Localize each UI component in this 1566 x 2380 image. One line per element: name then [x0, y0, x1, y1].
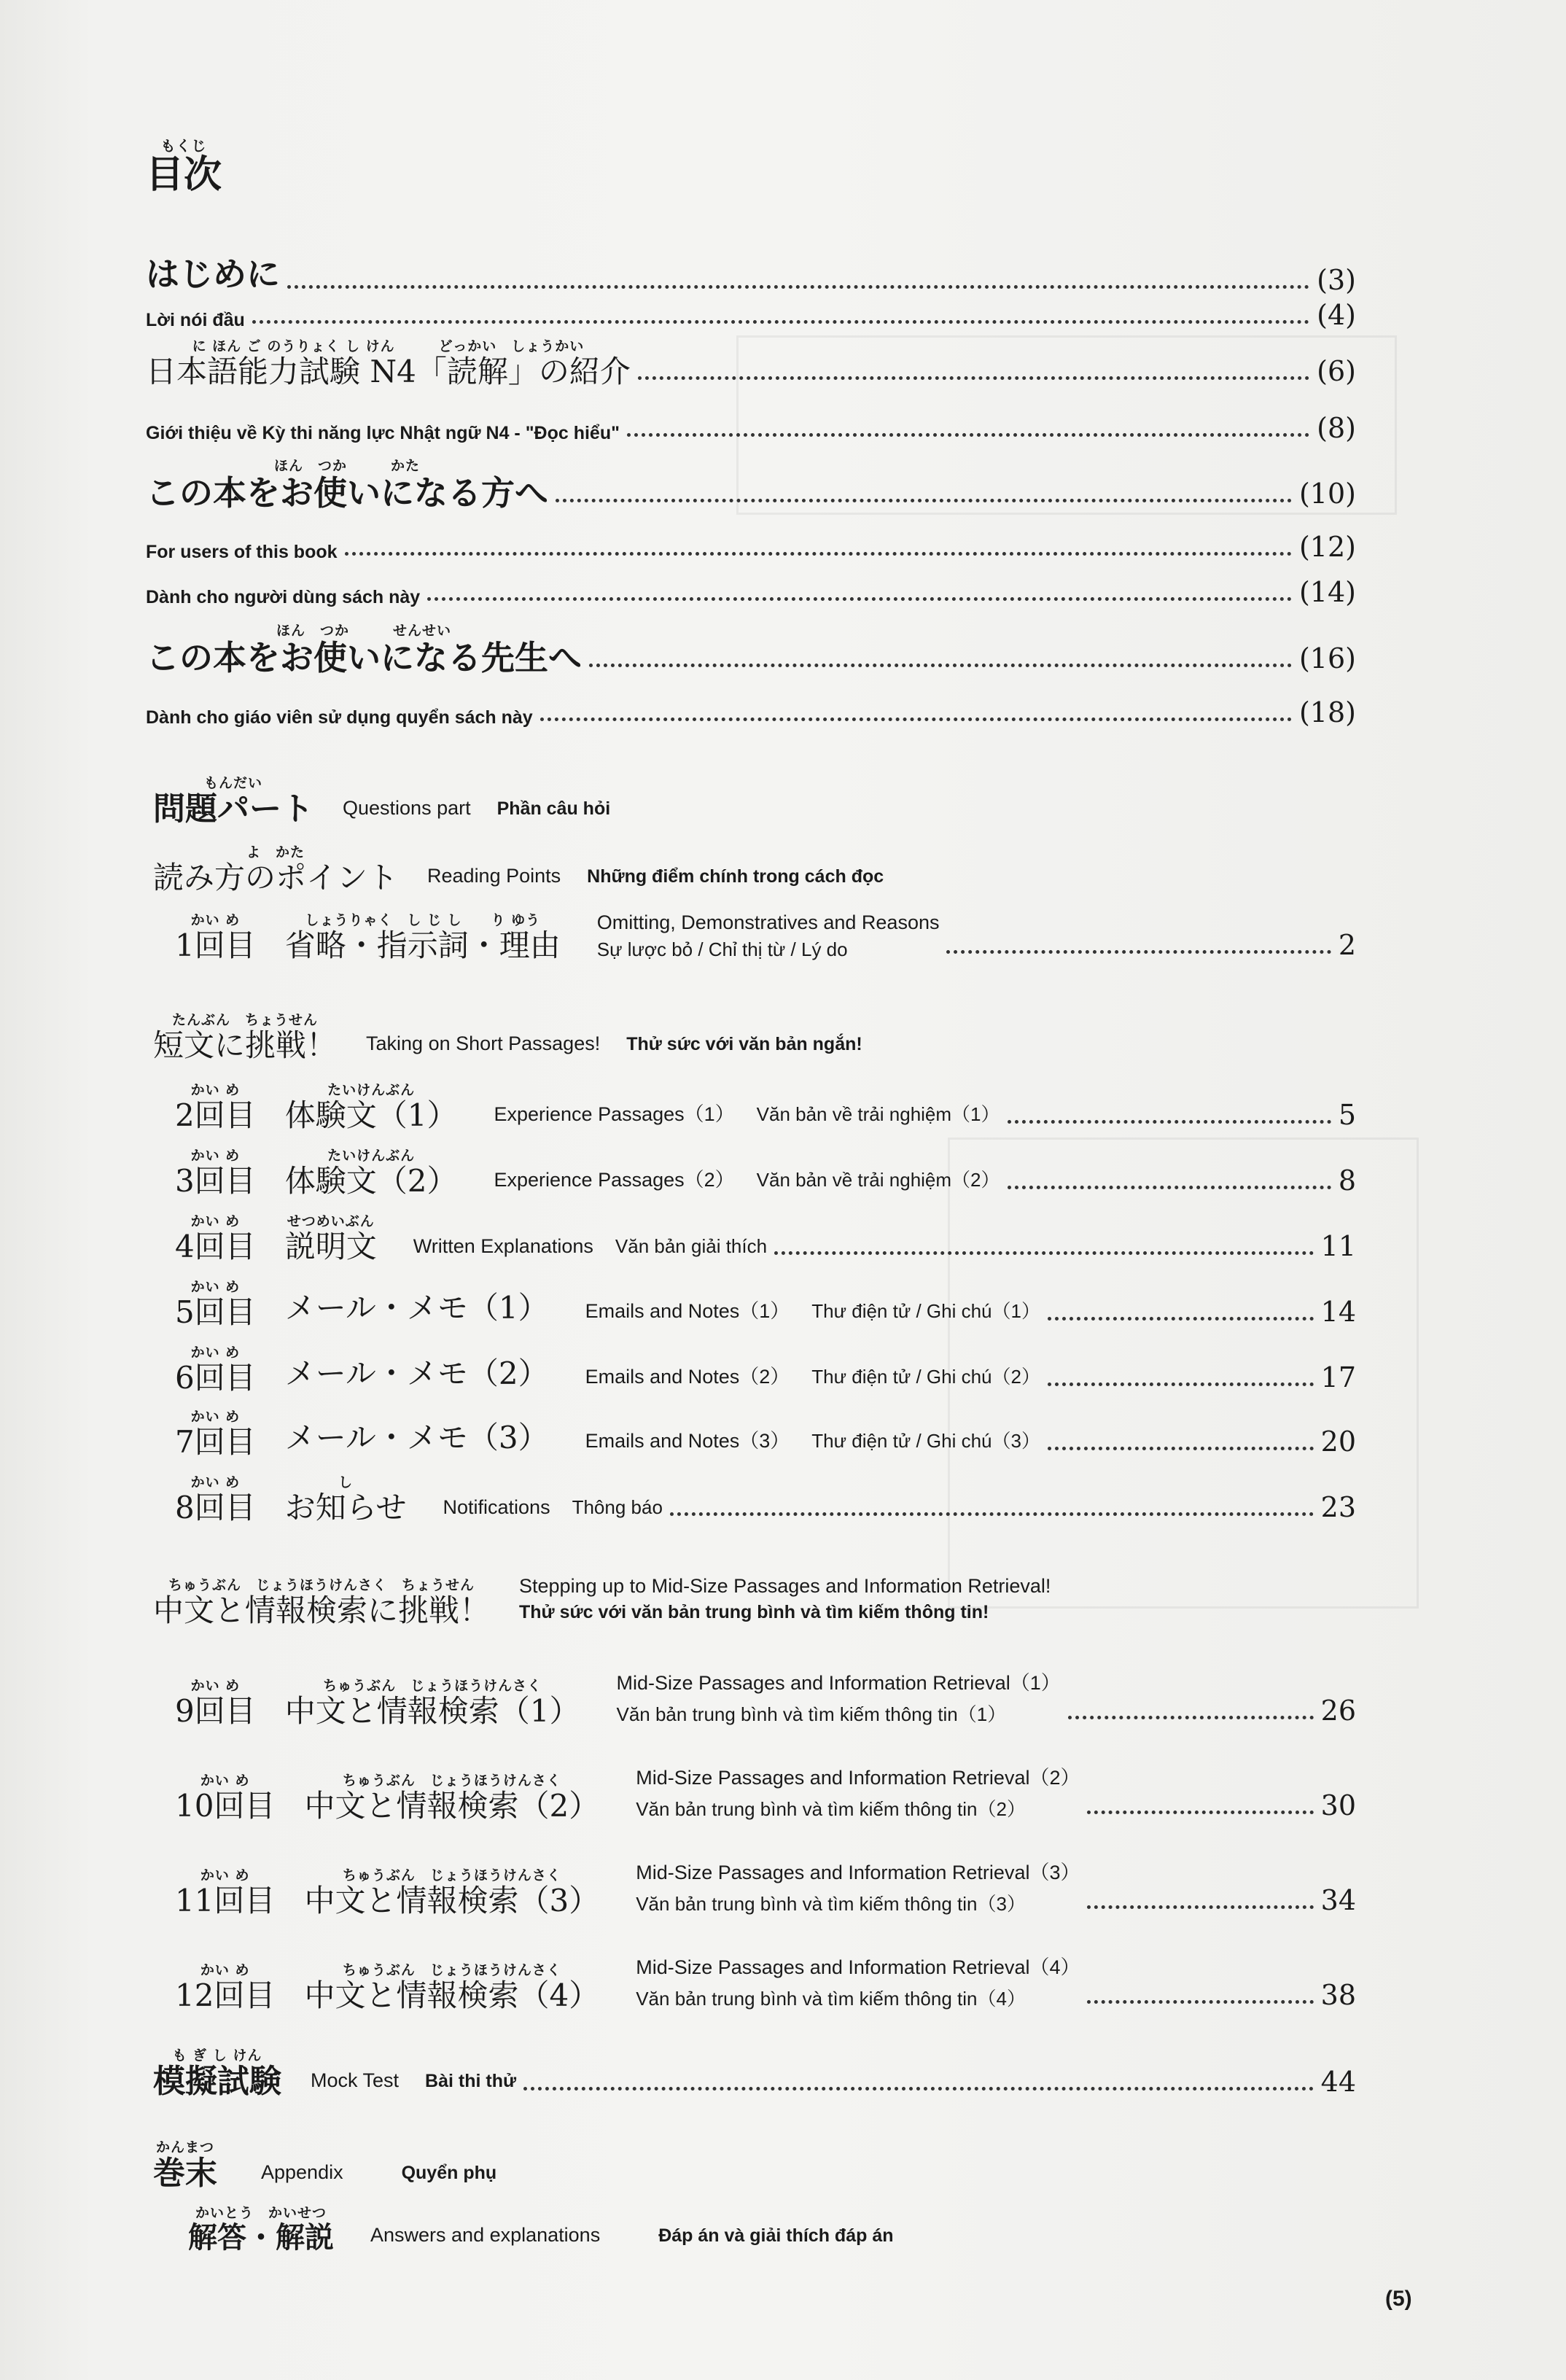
leader-dots	[1008, 1120, 1331, 1124]
toc-entry-for-teachers-vi	[146, 696, 1356, 728]
toc-entry-hajimeni	[146, 248, 1356, 296]
lesson-ruby: かい め	[200, 1773, 250, 1789]
toc-entry-for-users-vi	[146, 576, 1356, 608]
section-questions-part	[153, 775, 611, 828]
section-title: 問題パート	[153, 790, 313, 828]
section-title: 読み方のポイント	[153, 860, 399, 895]
page-number	[1385, 2287, 1412, 2311]
lesson-vi: Văn bản trung bình và tìm kiếm thông tin（1）	[616, 1703, 1007, 1725]
lesson-en: Emails and Notes（2）	[585, 1366, 790, 1388]
lesson-unit: 回目	[194, 1424, 256, 1460]
lesson-number	[175, 1424, 256, 1460]
section-title: 巻末	[153, 2155, 217, 2192]
lesson-title-ruby: ちゅうぶん じょうほうけんさく	[342, 1867, 561, 1883]
section-vi: Thử sức với văn bản ngắn!	[626, 1034, 862, 1054]
entry-ruby: ほん つか かた	[273, 458, 420, 474]
lesson-no: 9	[175, 1693, 195, 1729]
leader-dots	[1008, 1186, 1331, 1189]
lesson-vi: Thông báo	[572, 1496, 663, 1518]
lesson-row	[175, 1762, 1356, 1824]
section-ruby: もんだい	[203, 775, 262, 791]
section-mid-passages	[153, 1575, 1051, 1626]
section-ruby: かんまつ	[155, 2139, 214, 2155]
lesson-vi: Văn bản về trải nghiệm（1）	[756, 1103, 1000, 1125]
lesson-row	[175, 1856, 1356, 1916]
lesson-no: 1	[175, 928, 195, 963]
lesson-en: Mid-Size Passages and Information Retrieval（4）	[636, 1956, 1080, 1978]
entry-ruby: ほん つか せんせい	[276, 623, 451, 639]
lesson-title-ruby: ちゅうぶん じょうほうけんさく	[323, 1678, 542, 1694]
entry-page: (18)	[1298, 696, 1356, 728]
lesson-no: 4	[175, 1229, 195, 1264]
leader-dots	[627, 433, 1309, 437]
lesson-title-ruby: ちゅうぶん じょうほうけんさく	[342, 1773, 561, 1789]
leader-dots	[427, 597, 1292, 601]
toc-entry-loi-noi-dau	[146, 299, 1356, 331]
lesson-unit: 回目	[194, 1693, 256, 1729]
lesson-title: 中文と情報検索（1）	[284, 1693, 580, 1729]
lesson-title: 説明文	[284, 1229, 377, 1264]
section-mock-test	[153, 2049, 1356, 2098]
lesson-number	[175, 1883, 276, 1918]
lesson-number	[175, 1788, 276, 1824]
lesson-ruby: かい め	[190, 1409, 241, 1425]
lesson-en: Mid-Size Passages and Information Retrieval（2）	[636, 1767, 1080, 1789]
section-answers	[188, 2205, 894, 2255]
entry-page: (10)	[1298, 478, 1356, 510]
section-short-passages	[153, 1014, 862, 1061]
entry-label: この本をお使いになる方へ	[146, 473, 548, 513]
lesson-no: 3	[175, 1163, 195, 1199]
entry-ruby: に ほん ご のうりょく し けん どっかい しょうかい	[192, 338, 585, 354]
lesson-unit: 回目	[194, 1229, 256, 1264]
lesson-number	[175, 1693, 256, 1729]
entry-page: (16)	[1298, 642, 1356, 674]
leader-dots	[589, 664, 1292, 667]
entry-label: 日本語能力試験 N4「読解」の紹介	[146, 354, 631, 389]
lesson-page: 34	[1320, 1884, 1356, 1916]
leader-dots	[1087, 1905, 1313, 1909]
lesson-en: Experience Passages（1）	[494, 1103, 735, 1125]
toc-entry-for-teachers-jp	[146, 623, 1356, 677]
lesson-row	[175, 1410, 1356, 1458]
lesson-row	[175, 1667, 1356, 1727]
lesson-page: 2	[1338, 929, 1356, 961]
section-vi: Thử sức với văn bản trung bình và tìm kiếm thông tin!	[519, 1602, 989, 1622]
lesson-row	[175, 1149, 1356, 1197]
lesson-no: 12	[175, 1978, 214, 2013]
lesson-number	[175, 1360, 256, 1396]
toc-entry-for-users-jp	[146, 458, 1356, 513]
lesson-title: 体験文（1）	[284, 1097, 458, 1133]
lesson-title: メール・メモ（2）	[284, 1356, 549, 1391]
lesson-title-ruby: せつめいぶん	[287, 1213, 375, 1229]
lesson-no: 7	[175, 1424, 195, 1460]
leader-dots	[287, 285, 1309, 289]
leader-dots	[540, 718, 1292, 721]
lesson-number	[175, 1097, 256, 1133]
lesson-en: Omitting, Demonstratives and Reasons	[596, 911, 940, 933]
lesson-title: 体験文（2）	[284, 1163, 458, 1199]
section-page: 44	[1320, 2066, 1356, 2098]
lesson-ruby: かい め	[190, 1148, 241, 1164]
lesson-title: お知らせ	[284, 1490, 407, 1525]
section-title: 中文と情報検索に挑戦！	[153, 1592, 491, 1628]
lesson-vi: Văn bản trung bình và tìm kiếm thông tin（2）	[636, 1798, 1026, 1820]
lesson-number	[175, 930, 256, 961]
lesson-row	[175, 1345, 1356, 1396]
lesson-row	[175, 1215, 1356, 1262]
lesson-number	[175, 1229, 256, 1264]
lesson-ruby: かい め	[190, 1474, 241, 1490]
section-ruby: ちゅうぶん じょうほうけんさく ちょうせん	[168, 1577, 475, 1593]
section-vi: Phần câu hỏi	[496, 798, 611, 819]
lesson-number	[175, 1980, 275, 2011]
section-title: 模擬試験	[153, 2063, 281, 2100]
lesson-no: 8	[175, 1490, 195, 1525]
lesson-row	[175, 1476, 1356, 1523]
lesson-page: 14	[1320, 1296, 1356, 1328]
lesson-number	[175, 1294, 256, 1330]
leader-dots	[523, 2087, 1314, 2091]
lesson-title: 省略・指示詞・理由	[284, 928, 561, 963]
lesson-unit: 回目	[214, 1788, 276, 1824]
lesson-ruby: かい め	[200, 1867, 250, 1883]
lesson-en: Mid-Size Passages and Information Retrieval（1）	[616, 1672, 1061, 1694]
lesson-en: Emails and Notes（3）	[585, 1430, 790, 1452]
lesson-row	[175, 1951, 1356, 2011]
lesson-ruby: かい め	[190, 1213, 241, 1229]
lesson-title: 中文と情報検索（2）	[304, 1788, 600, 1824]
lesson-title-ruby: たいけんぶん	[327, 1082, 416, 1098]
lesson-en: Notifications	[443, 1496, 550, 1518]
leader-dots	[946, 950, 1331, 954]
lesson-ruby: かい め	[190, 1279, 241, 1295]
lesson-ruby: かい め	[190, 1345, 241, 1361]
section-en: Mock Test	[311, 2069, 400, 2091]
toc-entry-for-users-en	[146, 531, 1356, 563]
lesson-ruby: かい め	[190, 1082, 241, 1098]
leader-dots	[252, 320, 1309, 324]
section-ruby: たんぶん ちょうせん	[172, 1012, 319, 1028]
toc-title-ruby: もくじ	[160, 137, 207, 155]
leader-dots	[670, 1512, 1314, 1516]
lesson-vi: Văn bản về trải nghiệm（2）	[756, 1169, 1000, 1191]
section-en: Appendix	[261, 2161, 343, 2183]
leader-dots	[1087, 1811, 1313, 1814]
lesson-page: 11	[1320, 1230, 1356, 1262]
section-title: 解答・解説	[188, 2221, 334, 2255]
lesson-no: 5	[175, 1294, 195, 1330]
section-vi: Bài thi thử	[425, 2071, 517, 2091]
lesson-title-ruby: ちゅうぶん じょうほうけんさく	[342, 1962, 561, 1978]
entry-label: はじめに	[146, 254, 280, 294]
entry-page: (6)	[1317, 355, 1356, 387]
lesson-unit: 回目	[194, 1097, 256, 1133]
lesson-page: 8	[1338, 1164, 1356, 1197]
section-en: Stepping up to Mid-Size Passages and Information Retrieval!	[519, 1575, 1051, 1597]
lesson-row	[175, 1084, 1356, 1131]
section-reading-points	[153, 846, 884, 893]
section-en: Taking on Short Passages!	[366, 1032, 601, 1054]
section-ruby: かいとう かいせつ	[195, 2205, 327, 2221]
lesson-vi: Thư điện tử / Ghi chú（1）	[811, 1300, 1040, 1322]
lesson-title-ruby: しょうりゃく し じ し り ゆう	[305, 912, 541, 928]
lesson-vi: Văn bản trung bình và tìm kiếm thông tin（4）	[636, 1988, 1026, 2010]
lesson-unit: 回目	[194, 1490, 256, 1525]
entry-page: (12)	[1298, 531, 1356, 563]
lesson-page: 17	[1320, 1361, 1356, 1393]
entry-page: (4)	[1317, 299, 1356, 331]
entry-label: Dành cho giáo viên sử dụng quyển sách này	[146, 707, 533, 728]
lesson-vi: Văn bản giải thích	[615, 1235, 768, 1257]
lesson-page: 23	[1320, 1491, 1356, 1523]
section-ruby: も ぎ し けん	[172, 2048, 262, 2064]
lesson-vi: Văn bản trung bình và tìm kiếm thông tin（3）	[636, 1893, 1026, 1915]
leader-dots	[774, 1251, 1314, 1255]
section-en: Questions part	[343, 797, 471, 819]
entry-label: Dành cho người dùng sách này	[146, 587, 421, 607]
section-en: Reading Points	[427, 865, 561, 887]
lesson-ruby: かい め	[190, 912, 241, 928]
entry-label: For users of this book	[146, 542, 338, 562]
leader-dots	[1048, 1317, 1314, 1321]
lesson-unit: 回目	[194, 928, 256, 963]
toc-entry-n4-intro-vi	[146, 412, 1356, 444]
lesson-en: Emails and Notes（1）	[585, 1300, 790, 1322]
lesson-unit: 回目	[194, 1294, 256, 1330]
lesson-title-ruby: し	[338, 1474, 354, 1490]
entry-page: (8)	[1317, 412, 1356, 444]
leader-dots	[345, 552, 1292, 556]
lesson-title-ruby: たいけんぶん	[327, 1148, 416, 1164]
lesson-no: 10	[175, 1788, 214, 1824]
section-vi: Quyển phụ	[401, 2163, 497, 2183]
section-vi: Đáp án và giải thích đáp án	[658, 2225, 894, 2246]
leader-dots	[556, 499, 1292, 502]
lesson-title: メール・メモ（1）	[284, 1290, 549, 1326]
lesson-page: 5	[1338, 1099, 1356, 1131]
lesson-row	[175, 911, 1356, 961]
lesson-no: 2	[175, 1097, 195, 1133]
lesson-number	[175, 1163, 256, 1199]
leader-dots	[1068, 1716, 1314, 1719]
lesson-title: 中文と情報検索（4）	[304, 1978, 600, 2013]
toc-entry-n4-intro	[146, 340, 1356, 387]
lesson-unit: 回目	[194, 1360, 256, 1396]
lesson-page: 20	[1320, 1426, 1356, 1458]
entry-page: (14)	[1298, 576, 1356, 608]
section-en: Answers and explanations	[370, 2224, 601, 2246]
lesson-vi: Thư điện tử / Ghi chú（3）	[811, 1430, 1040, 1452]
lesson-en: Mid-Size Passages and Information Retrieval（3）	[636, 1862, 1080, 1883]
entry-label: Giới thiệu về Kỳ thi năng lực Nhật ngữ N4 - "Đọc hiểu"	[146, 423, 620, 443]
page-number-text: (5)	[1385, 2287, 1412, 2311]
lesson-unit: 回目	[194, 1163, 256, 1199]
lesson-page: 30	[1320, 1789, 1356, 1821]
lesson-title: メール・メモ（3）	[284, 1420, 549, 1455]
leader-dots	[638, 376, 1309, 380]
section-title: 短文に挑戦！	[153, 1027, 338, 1063]
leader-dots	[1048, 1382, 1314, 1386]
toc-title	[146, 137, 222, 197]
section-ruby: よ かた	[246, 844, 305, 860]
lesson-ruby: かい め	[190, 1678, 241, 1694]
lesson-unit: 回目	[214, 1883, 276, 1918]
lesson-no: 6	[175, 1360, 195, 1396]
lesson-page: 38	[1320, 1979, 1356, 2011]
lesson-en: Experience Passages（2）	[494, 1169, 735, 1191]
lesson-ruby: かい め	[200, 1962, 250, 1978]
lesson-title: 中文と情報検索（3）	[304, 1883, 600, 1918]
leader-dots	[1087, 2000, 1313, 2004]
lesson-number	[175, 1490, 256, 1525]
lesson-unit: 回目	[214, 1978, 276, 2013]
lesson-no: 11	[175, 1883, 214, 1918]
lesson-vi: Sự lược bỏ / Chỉ thị từ / Lý do	[596, 938, 848, 960]
page-title: 目次	[146, 152, 222, 197]
section-appendix	[153, 2141, 496, 2190]
leader-dots	[1048, 1447, 1314, 1450]
lesson-row	[175, 1280, 1356, 1328]
section-vi: Những điểm chính trong cách đọc	[587, 866, 884, 887]
entry-page: (3)	[1317, 264, 1356, 296]
entry-label: この本をお使いになる先生へ	[146, 638, 582, 677]
entry-label: Lời nói đầu	[146, 310, 245, 330]
lesson-en: Written Explanations	[413, 1235, 593, 1257]
lesson-page: 26	[1320, 1695, 1356, 1727]
lesson-vi: Thư điện tử / Ghi chú（2）	[811, 1366, 1040, 1388]
